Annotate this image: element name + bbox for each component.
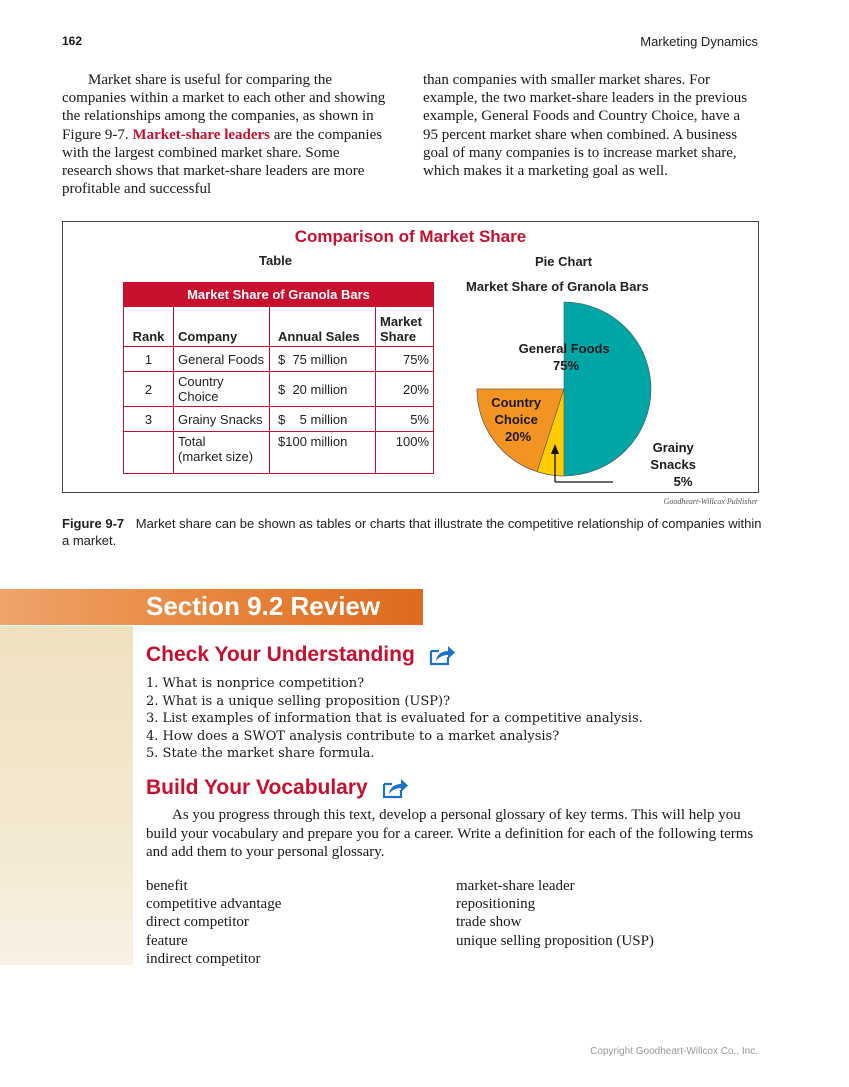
cell-company: General Foods (174, 347, 270, 372)
header-line: Share (380, 329, 417, 344)
question-item: 5. State the market share formula. (146, 746, 375, 762)
col-header-rank: Rank (124, 307, 174, 347)
question-item: 4. How does a SWOT analysis contribute to a market analysis? (146, 728, 560, 744)
pie-label: Grainy (652, 440, 694, 455)
share-icon[interactable] (428, 644, 456, 666)
pie-chart (63, 222, 760, 494)
vocab-terms-col-1 (146, 877, 281, 968)
section-review-banner (0, 589, 423, 625)
pie-pct: 75% (552, 358, 580, 373)
cell-share: 20% (376, 372, 434, 407)
figure-caption-text: Market share can be shown as tables or charts that illustrate the competitive relationship of companies within a market. (62, 516, 762, 548)
vocab-term: trade show (456, 914, 522, 931)
section-review-title: Section 9.2 Review (146, 591, 381, 621)
build-vocabulary-heading (146, 776, 409, 800)
figure-caption-label: Figure 9-7 (62, 516, 125, 531)
cell-share: 5% (376, 407, 434, 432)
cell-rank: 3 (124, 407, 174, 432)
heading-text: Build Your Vocabulary (146, 776, 368, 799)
col-header-company: Company (174, 307, 270, 347)
vocab-terms-col-2 (456, 877, 654, 950)
total-label: (market size) (178, 449, 254, 464)
cell-rank: 2 (124, 372, 174, 407)
cell-sales: $ 5 million (270, 407, 376, 432)
header-line: Market (380, 314, 422, 329)
cell-sales: $100 million (270, 432, 376, 474)
vocab-term: unique selling proposition (USP) (456, 932, 654, 949)
page-number: 162 (62, 34, 83, 48)
table-label: Table (259, 253, 292, 268)
vocab-term: benefit (146, 878, 188, 894)
cell-rank: 1 (124, 347, 174, 372)
vocab-intro: As you progress through this text, develop a personal glossary of key terms. This will help you build your vocabulary and prepare you for a career. Write a definition for each of the following terms and add them to your personal glossary. (146, 807, 754, 861)
figure-title: Comparison of Market Share (294, 227, 527, 246)
cell-company: Grainy Snacks (174, 407, 270, 432)
figure-credit: Goodheart-Willcox Publisher (663, 497, 758, 506)
question-item: 3. List examples of information that is evaluated for a competitive analysis. (146, 711, 643, 727)
vocab-term: indirect competitor (146, 950, 261, 967)
vocab-term: competitive advantage (146, 896, 282, 913)
heading-text: Check Your Understanding (146, 643, 415, 666)
body-paragraph-left (62, 71, 392, 198)
pie-chart-label: Pie Chart (535, 254, 593, 269)
vocab-term: market-share leader (456, 878, 575, 894)
body-text: Market share is useful for comparing the companies within a market to each other and showing the relationships among the companies, as shown in Figure 9-7. (62, 72, 386, 143)
vocab-term: direct competitor (146, 914, 249, 931)
cell-share: 75% (376, 347, 434, 372)
question-item: 2. What is a unique selling proposition (USP)? (146, 693, 451, 709)
pie-pct: 5% (673, 474, 693, 489)
review-side-panel (0, 626, 133, 965)
pie-label: General Foods (518, 341, 610, 356)
cell-sales: $ 75 million (270, 347, 376, 372)
cell-company: Country Choice (174, 372, 270, 407)
col-header-sales: Annual Sales (270, 307, 376, 347)
vocab-term: feature (146, 932, 188, 949)
question-item: 1. What is nonprice competition? (146, 676, 365, 691)
copyright: Copyright Goodheart-Willcox Co., Inc. (590, 1046, 758, 1057)
check-understanding-questions (146, 675, 643, 763)
pie-label: Country (491, 395, 542, 410)
table-caption: Market Share of Granola Bars (124, 283, 434, 307)
body-text: are the companies with the largest combined market share. Some research shows that market-share leaders are more profitable and successful (62, 126, 383, 198)
pie-label: Choice (494, 412, 538, 427)
cell-share: 100% (376, 432, 434, 474)
key-term-market-share-leaders: Market-share leaders (132, 126, 271, 143)
figure-caption (62, 515, 762, 549)
figure-9-7 (62, 221, 759, 493)
check-understanding-heading (146, 643, 456, 667)
cell-sales: $ 20 million (270, 372, 376, 407)
vocab-term: repositioning (456, 896, 536, 913)
pie-label: Snacks (650, 457, 696, 472)
total-label: Total (178, 434, 206, 449)
share-icon[interactable] (381, 777, 409, 799)
pie-chart-title: Market Share of Granola Bars (466, 279, 649, 294)
running-head: Marketing Dynamics (640, 34, 758, 49)
body-paragraph-right: than companies with smaller market shares. For example, the two market-share leaders in the previous example, General Foods and Country Choice, have a 95 percent market share when combined. A business goal of many companies is to increase market share, which makes it a marketing goal as well. (423, 72, 748, 180)
pie-label-grainy-snacks (650, 440, 699, 489)
pie-pct: 20% (504, 429, 532, 444)
